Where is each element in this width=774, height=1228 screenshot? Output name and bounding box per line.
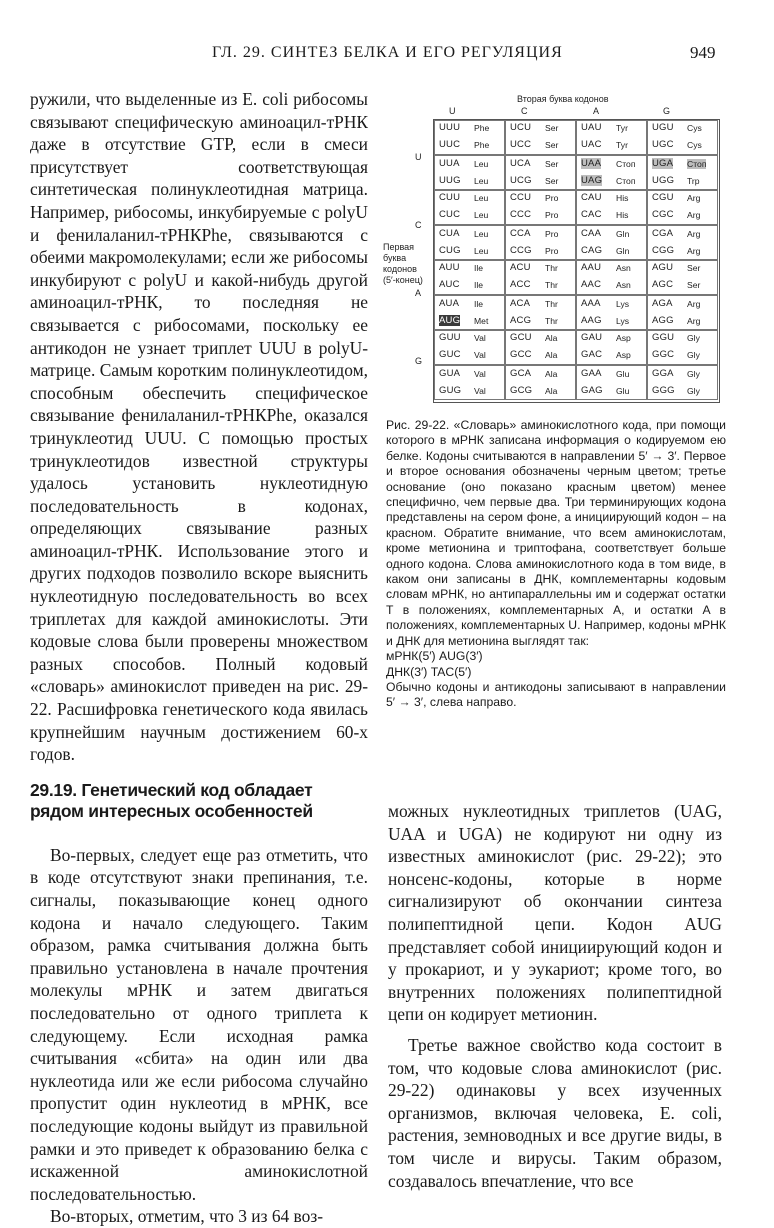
page-header: [0, 40, 774, 70]
amino-acid: Ile: [474, 263, 484, 273]
left-paragraph-3: Во-вторых, отметим, что 3 из 64 воз-: [50, 1206, 324, 1227]
amino-acid: Ser: [545, 159, 559, 169]
amino-acid: Asn: [616, 280, 631, 290]
amino-acid: Arg: [687, 316, 701, 326]
codon: AAG: [581, 315, 602, 326]
amino-acid: Pro: [545, 210, 559, 220]
codon: AGA: [652, 298, 673, 309]
amino-acid: Arg: [687, 210, 701, 220]
amino-acid: Val: [474, 369, 486, 379]
codon: CUU: [439, 192, 461, 203]
codon: ACC: [510, 279, 531, 290]
amino-acid: Ala: [545, 333, 558, 343]
amino-acid: Ser: [545, 176, 559, 186]
amino-acid: Met: [474, 316, 489, 326]
amino-acid: Leu: [474, 193, 489, 203]
codon: GCU: [510, 332, 532, 343]
amino-acid: Ser: [687, 280, 701, 290]
amino-acid: Val: [474, 386, 486, 396]
figure-caption: [386, 418, 726, 711]
second-letter-label: Вторая буква кодонов: [517, 94, 609, 104]
codon: AUC: [439, 279, 460, 290]
running-title: ГЛ. 29. СИНТЕЗ БЕЛКА И ЕГО РЕГУЛЯЦИЯ: [212, 44, 563, 61]
amino-acid: Thr: [545, 263, 558, 273]
codon: AAU: [581, 262, 602, 273]
codon: GCC: [510, 349, 532, 360]
amino-acid: Gln: [616, 229, 630, 239]
col-header-a: A: [593, 106, 600, 116]
codon: AGU: [652, 262, 674, 273]
left-column: [30, 88, 368, 1228]
amino-acid: Asp: [616, 350, 631, 360]
row-header-g: G: [415, 356, 423, 366]
amino-acid: Lys: [616, 316, 630, 326]
right-paragraph-2: Третье важное свойство кода состоит в том, что кодовые слова аминокислот (рис. 29-22) одинаковы у всех изученных организмов, включая человека, E. coli, растения, земноводных и все другие виды, в том числе и вирусы. Таким образом, создавалось впечатление, что все: [388, 1034, 722, 1191]
row-header-c: C: [415, 220, 422, 230]
col-header-c: C: [521, 106, 528, 116]
amino-acid: Стоп: [616, 176, 636, 186]
amino-acid: Leu: [474, 176, 489, 186]
codon: AGC: [652, 279, 674, 290]
amino-acid: Phe: [474, 140, 490, 150]
amino-acid: Gly: [687, 369, 700, 379]
codon: UCU: [510, 122, 532, 133]
amino-acid: Tyr: [616, 123, 628, 133]
codon: GAU: [581, 332, 603, 343]
codon: GUC: [439, 349, 461, 360]
codon: CCA: [510, 228, 531, 239]
codon: AUU: [439, 262, 460, 273]
amino-acid: Glu: [616, 369, 630, 379]
codon: GUU: [439, 332, 461, 343]
amino-acid: Ser: [545, 140, 559, 150]
codon: GCA: [510, 368, 532, 379]
col-header-g: G: [663, 106, 671, 116]
row-header-u: U: [415, 152, 422, 162]
codon: UAC: [581, 139, 602, 150]
codon: UUG: [439, 175, 461, 186]
codon: CAC: [581, 209, 602, 220]
codon: UGC: [652, 139, 674, 150]
codon: UUA: [439, 158, 460, 169]
codon: GCG: [510, 385, 533, 396]
codon: UAU: [581, 122, 602, 133]
amino-acid: Asn: [616, 263, 631, 273]
codon: UGA: [652, 158, 674, 169]
amino-acid: Thr: [545, 280, 558, 290]
codon: UCC: [510, 139, 532, 150]
codon: AAC: [581, 279, 602, 290]
amino-acid: Val: [474, 333, 486, 343]
codon: GGG: [652, 385, 675, 396]
codon: UUU: [439, 122, 461, 133]
codon: AUG: [439, 315, 461, 326]
codon: GUA: [439, 368, 461, 379]
amino-acid: Arg: [687, 246, 701, 256]
amino-acid: Leu: [474, 210, 489, 220]
codon: CUC: [439, 209, 461, 220]
amino-acid: Asp: [616, 333, 631, 343]
codon: CGU: [652, 192, 674, 203]
amino-acid: Ala: [545, 350, 558, 360]
codon: UGG: [652, 175, 675, 186]
codon: AAA: [581, 298, 601, 309]
codon: UAA: [581, 158, 602, 169]
codon: ACG: [510, 315, 532, 326]
amino-acid: Tyr: [616, 140, 628, 150]
page-number: 949: [690, 43, 716, 62]
codon: CUG: [439, 245, 461, 256]
amino-acid: Phe: [474, 123, 490, 133]
codon: GUG: [439, 385, 462, 396]
caption-end: Обычно кодоны и антикодоны записывают в направлении 5′ → 3′, слева направо.: [386, 679, 726, 710]
codon: CUA: [439, 228, 460, 239]
codon: UCG: [510, 175, 532, 186]
codon-table-figure: [383, 92, 723, 402]
row-header-a: A: [415, 288, 422, 298]
section-heading: 29.19. Генетический код обладает рядом интересных особенностей: [30, 779, 313, 821]
amino-acid: Ala: [545, 386, 558, 396]
codon: UGU: [652, 122, 674, 133]
amino-acid: Стоп: [616, 159, 636, 169]
codon: CCG: [510, 245, 532, 256]
amino-acid: Thr: [545, 316, 558, 326]
amino-acid: Pro: [545, 246, 559, 256]
codon: ACA: [510, 298, 531, 309]
codon: UUC: [439, 139, 461, 150]
amino-acid: Lys: [616, 299, 630, 309]
col-header-u: U: [449, 106, 456, 116]
amino-acid: Arg: [687, 299, 701, 309]
amino-acid: Thr: [545, 299, 558, 309]
amino-acid: Leu: [474, 159, 489, 169]
amino-acid: Ser: [545, 123, 559, 133]
amino-acid: Cys: [687, 140, 702, 150]
codon: GAC: [581, 349, 603, 360]
codon: CAA: [581, 228, 602, 239]
first-letter-label: Первая буква кодонов (5′-конец): [383, 242, 423, 285]
codon: UAG: [581, 175, 603, 186]
codon-grid: [433, 119, 720, 403]
codon: ACU: [510, 262, 531, 273]
amino-acid: Cys: [687, 123, 702, 133]
right-paragraph-1: можных нуклеотидных триплетов (UAG, UAA и UGA) не кодируют ни одну из известных аминокислот (рис. 29-22); это нонсенс-кодоны, которые в норме сигнализируют об окончании синтеза полипептидной цепи. Кодон AUG представляет собой инициирующий кодон и у прокариот, и у эукариот; кроме того, во внутренних положениях полипептидной цепи он кодирует метионин.: [388, 801, 722, 1025]
amino-acid: Ile: [474, 280, 484, 290]
amino-acid: His: [616, 210, 629, 220]
amino-acid: Ser: [687, 263, 701, 273]
codon: CCC: [510, 209, 532, 220]
codon: CAG: [581, 245, 603, 256]
amino-acid: Gln: [616, 246, 630, 256]
codon: AGG: [652, 315, 674, 326]
amino-acid: His: [616, 193, 629, 203]
amino-acid: Ala: [545, 369, 558, 379]
codon: GGU: [652, 332, 675, 343]
amino-acid: Arg: [687, 193, 701, 203]
amino-acid: Val: [474, 350, 486, 360]
amino-acid: Gly: [687, 386, 700, 396]
codon: AUA: [439, 298, 460, 309]
amino-acid: Leu: [474, 246, 489, 256]
amino-acid: Glu: [616, 386, 630, 396]
caption-mrna-line: мРНК(5′) AUG(3′): [386, 649, 483, 664]
amino-acid: Pro: [545, 229, 559, 239]
codon: GGA: [652, 368, 674, 379]
amino-acid: Pro: [545, 193, 559, 203]
amino-acid: Leu: [474, 229, 489, 239]
codon: GAA: [581, 368, 602, 379]
codon: CCU: [510, 192, 532, 203]
amino-acid: Gly: [687, 350, 700, 360]
amino-acid: Стоп: [687, 159, 707, 169]
codon: CAU: [581, 192, 602, 203]
right-column: [388, 800, 722, 1192]
caption-text: Рис. 29-22. «Словарь» аминокислотного кода, при помощи которого в мРНК записана информация о кодируемом ею белке. Кодоны считываются в направлении 5′ → 3′. Первое и второе основания обозначены черным цветом; третье основание (оно показано красным цветом) менее специфично, чем первые два. Три терминирующих кодона представлены на сером фоне, а инициирующий кодон – на красном. Обратите внимание, что всем аминокислотам, кроме метионина и триптофана, соответствует больше одного кодона. Слова аминокислотного кода в том виде, в каком они записаны в ДНК, комплементарны кодовым словам мРНК, но антипараллельны им и содержат остатки T в положениях, комплементарных A, и остатки A в положениях, комплементарных U. Например, кодоны мРНК и ДНК для метионина выглядят так:: [386, 418, 726, 648]
codon: GGC: [652, 349, 675, 360]
left-paragraph-2: Во-первых, следует еще раз отметить, что в коде отсутствуют знаки препинания, т.е. сигналы, показывающие конец одного кодона и начало следующего. Таким образом, рамка считывания должна быть правильно установлена в начале прочтения молекулы мРНК и затем двигаться последовательно от одного триплета к следующему. Если исходная рамка считывания «сбита» на один или два нуклеотида или же если рибосома случайно пропустит один нуклеотид в мРНК, все последующие кодоны выйдут из правильной рамки и это приведет к образованию белка с искаженной аминокислотной последовательностью.: [30, 844, 368, 1204]
amino-acid: Gly: [687, 333, 700, 343]
codon: UCA: [510, 158, 531, 169]
codon: CGG: [652, 245, 675, 256]
caption-dna-line: ДНК(3′) TAC(5′): [386, 664, 472, 679]
amino-acid: Ile: [474, 299, 484, 309]
codon: CGA: [652, 228, 674, 239]
codon: CGC: [652, 209, 674, 220]
amino-acid: Trp: [687, 176, 700, 186]
amino-acid: Arg: [687, 229, 701, 239]
left-paragraph-1: ружили, что выделенные из E. coli рибосомы связывают специфическую аминоацил-тРНК даже в отсутствие GTP, если в смеси присутствует соответствующая синтетическая полинуклеотидная матрица. Например, рибосомы, инкубируемые с polyU и фенилаланил-тРНКPhe, связываются с обеими макромолекулами; если же рибосомы инкубируют с polyU и какой-нибудь другой аминоацил-тРНК, то последняя не связывается с рибосомами, поскольку ее антикодон не узнает триплет UUU в polyU-матрице. Самым коротким полинуклеотидом, способным обеспечить специфическое связывание фенилаланил-тРНКPhe, оказался тринуклеотид UUU. С помощью простых тринуклеотидов известной структуры удалось установить нуклеотидную последовательность в кодонах, определяющих связывание разных аминоацил-тРНК. Использование этого и других подходов позволило вскоре выяснить нуклеотидную последовательность во всех триплетах для каждой аминокислоты. Эти кодовые слова были проверены множеством разных способов. Полный кодовый «словарь» аминокислот приведен на рис. 29-22. Расшифровка генетического кода явилась крупнейшим научным достижением 60-х годов.: [30, 89, 368, 765]
codon: GAG: [581, 385, 603, 396]
